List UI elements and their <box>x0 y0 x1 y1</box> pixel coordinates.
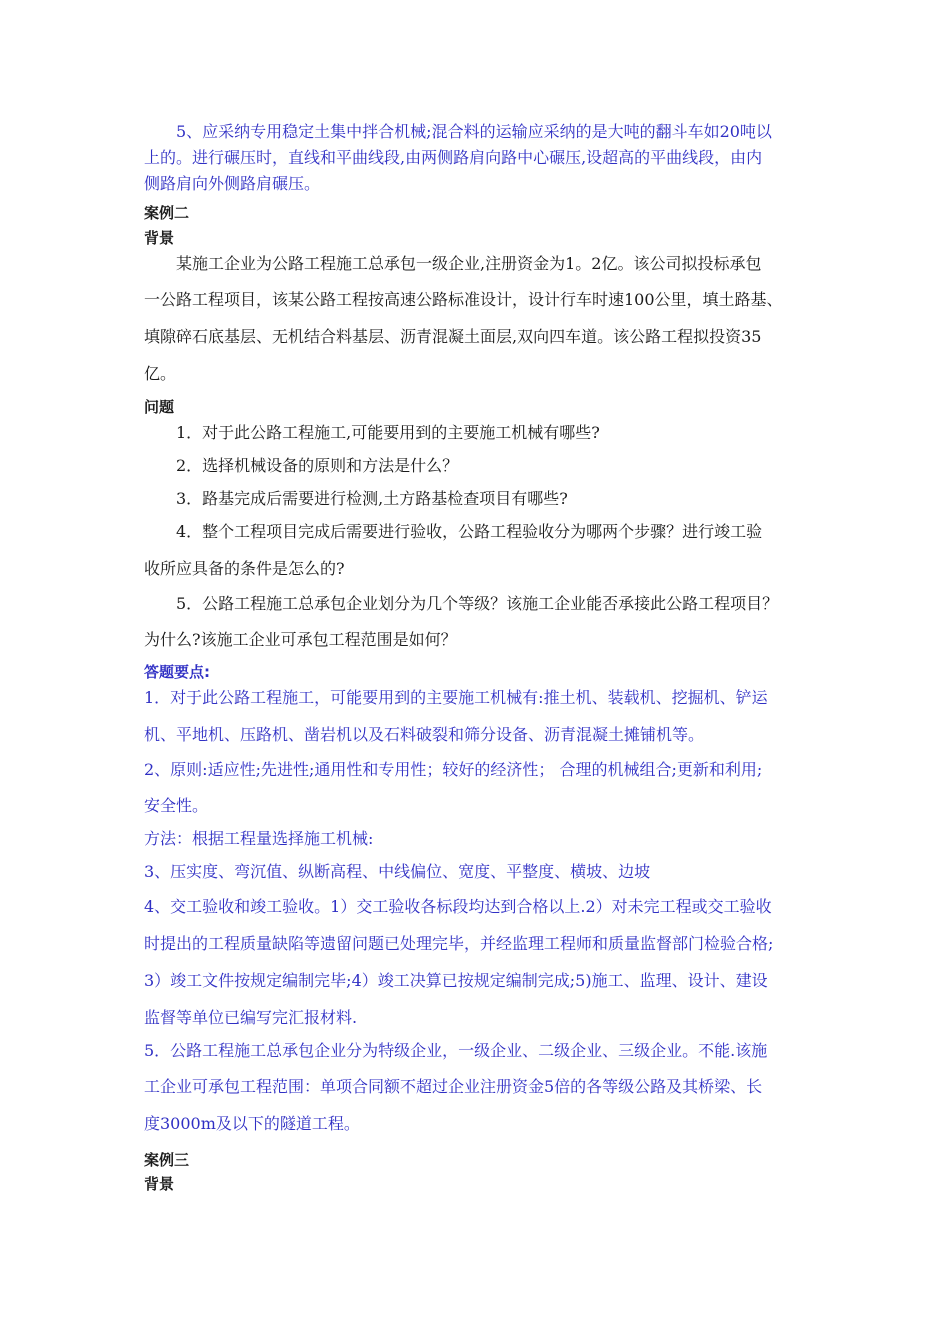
question-1: 1．对于此公路工程施工,可能要用到的主要施工机械有哪些? <box>176 423 600 442</box>
question-5-line-1: 5．公路工程施工总承包企业划分为几个等级？该施工企业能否承接此公路工程项目？ <box>176 594 779 613</box>
answer-4-line-4: 监督等单位已编写完汇报材料. <box>144 1008 358 1027</box>
answer-3: 3、压实度、弯沉值、纵断高程、中线偏位、宽度、平整度、横坡、边坡 <box>144 862 651 881</box>
case-2-title: 案例二 <box>144 204 190 222</box>
answer-5-line-1-case-2: 5．公路工程施工总承包企业分为特级企业，一级企业、二级企业、三级企业。不能.该施 <box>144 1041 768 1060</box>
answer-2-method: 方法：根据工程量选择施工机械: <box>144 829 374 848</box>
answer-4-line-2: 时提出的工程质量缺陷等遗留问题已处理完毕，并经监理工程师和质量监督部门检验合格; <box>144 934 774 953</box>
answer-1-line-1: 1．对于此公路工程施工，可能要用到的主要施工机械有:推土机、装载机、挖掘机、铲运 <box>144 688 768 707</box>
answer-1-line-2: 机、平地机、压路机、凿岩机以及石料破裂和筛分设备、沥青混凝土摊铺机等。 <box>144 725 705 744</box>
answer-2-line-2: 安全性。 <box>144 796 209 815</box>
question-4-line-1: 4．整个工程项目完成后需要进行验收，公路工程验收分为哪两个步骤？进行竣工验 <box>176 522 763 541</box>
question-2: 2．选择机械设备的原则和方法是什么？ <box>176 456 459 475</box>
question-4-line-2: 收所应具备的条件是怎么的? <box>144 559 345 578</box>
answer-5-line-3-case-2: 度3000m及以下的隧道工程。 <box>144 1114 360 1133</box>
answer-5-line-2-case-2: 工企业可承包工程范围：单项合同额不超过企业注册资金5倍的各等级公路及其桥梁、长 <box>144 1077 763 1096</box>
case-2-background-line-2: 一公路工程项目，该某公路工程按高速公路标准设计，设计行车时速100公里，填土路基、 <box>144 290 783 309</box>
case-2-questions-heading: 问题 <box>144 398 175 416</box>
answer-2-line-1: 2、原则:适应性;先进性;通用性和专用性；较好的经济性； 合理的机械组合;更新和利用; <box>144 760 763 779</box>
case-2-background-heading: 背景 <box>144 229 175 247</box>
case-2-answers-heading: 答题要点: <box>144 663 210 681</box>
question-5-line-2: 为什么?该施工企业可承包工程范围是如何？ <box>144 630 457 649</box>
case-3-title: 案例三 <box>144 1151 190 1169</box>
case-2-background-line-1: 某施工企业为公路工程施工总承包一级企业,注册资金为1。2亿。该公司拟投标承包 <box>176 254 762 273</box>
answer-5-line-2: 上的。进行碾压时，直线和平曲线段,由两侧路肩向路中心碾压,设超高的平曲线段，由内 <box>144 148 763 167</box>
answer-4-line-1: 4、交工验收和竣工验收。1）交工验收各标段均达到合格以上.2）对未完工程或交工验收 <box>144 897 772 916</box>
question-3: 3．路基完成后需要进行检测,土方路基检查项目有哪些? <box>176 489 568 508</box>
case-2-background-line-4: 亿。 <box>144 364 177 383</box>
answer-5-line-1: 5、应采纳专用稳定土集中拌合机械;混合料的运输应采纳的是大吨的翻斗车如20吨以 <box>176 122 772 141</box>
case-2-background-line-3: 填隙碎石底基层、无机结合料基层、沥青混凝土面层,双向四车道。该公路工程拟投资35 <box>144 327 762 346</box>
answer-4-line-3: 3）竣工文件按规定编制完毕;4）竣工决算已按规定编制完成;5)施工、监理、设计、建设 <box>144 971 768 990</box>
answer-5-line-3: 侧路肩向外侧路肩碾压。 <box>144 174 321 193</box>
case-3-background-heading: 背景 <box>144 1175 175 1193</box>
